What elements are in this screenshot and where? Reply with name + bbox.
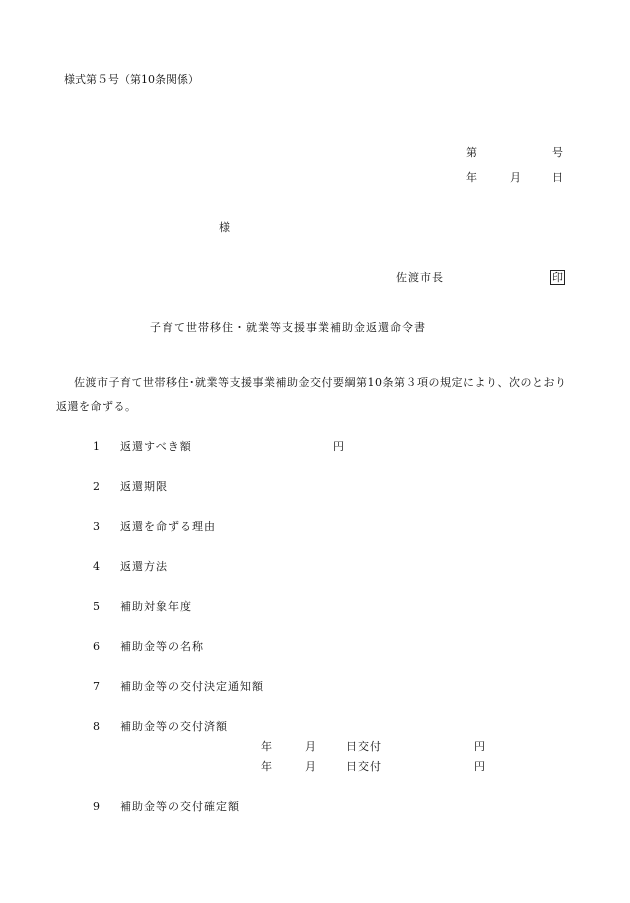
item-label: 補助金等の交付決定通知額 [120,680,264,693]
item-label: 補助対象年度 [120,600,192,613]
item-number: 9 [93,800,100,813]
paid-yen: 円 [474,760,485,773]
doc-number-prefix: 第 [466,146,477,159]
item-label: 補助金等の名称 [120,640,204,653]
issuer-name: 佐渡市長 [396,271,444,284]
form-label: 様式第５号（第10条関係） [64,73,199,86]
amount-yen: 円 [333,440,344,453]
item-label: 補助金等の交付済額 [120,720,228,733]
seal-mark: 印 [552,271,563,284]
item-number: 5 [93,600,100,613]
item-label: 補助金等の交付確定額 [120,800,240,813]
item-number: 2 [93,480,100,493]
item-number: 8 [93,720,100,733]
item-number: 6 [93,640,100,653]
item-label: 返還すべき額 [120,440,192,453]
body-paragraph: 佐渡市子育て世帯移住･就業等支援事業補助金交付要綱第10条第３項の規定により、次のとおり返還を命ずる。 [56,376,567,413]
paid-day: 日交付 [346,760,382,773]
paid-day: 日交付 [346,740,382,753]
paid-year: 年 [261,740,272,753]
paid-yen: 円 [474,740,485,753]
document-title: 子育て世帯移住・就業等支援事業補助金返還命令書 [150,321,426,334]
item-label: 返還期限 [120,480,168,493]
item-number: 4 [93,560,100,573]
doc-number-suffix: 号 [552,146,563,159]
date-day: 日 [552,171,563,184]
paid-month: 月 [305,740,316,753]
item-label: 返還を命ずる理由 [120,520,216,533]
item-number: 7 [93,680,100,693]
item-label: 返還方法 [120,560,168,573]
date-year: 年 [466,171,477,184]
item-number: 1 [93,440,100,453]
paid-year: 年 [261,760,272,773]
item-number: 3 [93,520,100,533]
date-month: 月 [510,171,521,184]
paid-month: 月 [305,760,316,773]
addressee-honorific: 様 [219,221,230,234]
